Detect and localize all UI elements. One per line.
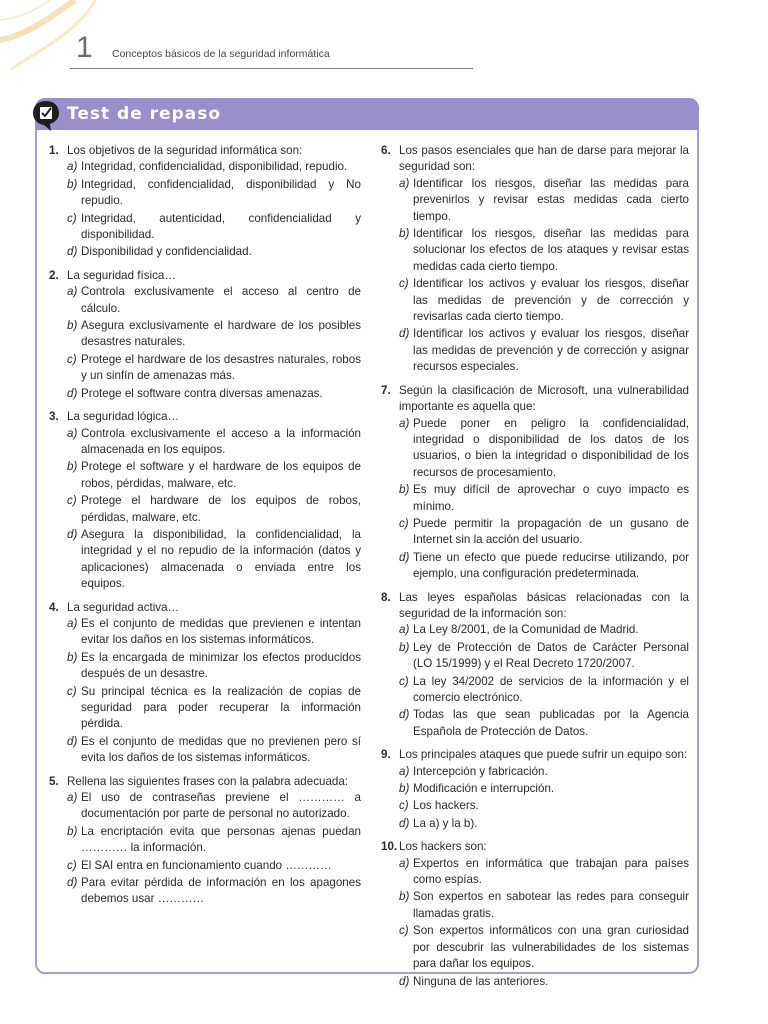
option-letter: a) (399, 856, 410, 870)
option-letter: c) (399, 924, 409, 938)
answer-option (49, 211, 361, 244)
question-statement: Rellena las siguientes frases con la palabra adecuada: (67, 774, 349, 788)
questions-right-column (381, 143, 689, 997)
question-number: 1. (49, 144, 59, 157)
option-text: El uso de contraseñas previene el ………… a documentación por parte de personal no autorizado. (81, 791, 361, 821)
option-letter: b) (399, 483, 410, 497)
question-text (381, 143, 689, 176)
option-letter: c) (399, 516, 409, 530)
option-letter: a) (399, 176, 410, 190)
option-text: Identificar los riesgos, diseñar las medidas para solucionar los efectos de los ataques y revisar estas medidas cada cierto tiempo. (413, 227, 689, 273)
answer-option (381, 276, 689, 325)
option-letter: a) (399, 764, 410, 778)
answer-option (381, 622, 689, 638)
option-letter: d) (399, 327, 410, 341)
option-text: Son expertos informáticos con una gran curiosidad por descubrir las vulnerabilidades de los sistemas para dañar los equipos. (413, 924, 689, 971)
answer-option (49, 734, 361, 767)
answer-option (49, 527, 361, 593)
question-8 (381, 590, 689, 741)
option-letter: c) (399, 674, 409, 688)
question-text (381, 590, 689, 623)
option-text: Ninguna de las anteriores. (413, 974, 549, 988)
question-text (381, 383, 689, 416)
option-text: Puede poner en peligro la confidencialidad, integridad o disponibilidad de los datos de los usuarios, o bien la integridad o disponibilidad de los recursos de procesamiento. (413, 416, 689, 479)
option-text: Tiene un efecto que puede reducirse utilizando, por ejemplo, una configuración predeterminada. (413, 550, 689, 581)
option-text: Identificar los activos y evaluar los riesgos, diseñar las medidas de prevención y de corrección y revisarlas cada cierto tiempo. (413, 277, 689, 324)
option-letter: c) (399, 277, 409, 291)
option-text: Expertos en informática que trabajan para países como espías. (413, 856, 689, 887)
answer-option (49, 493, 361, 526)
option-text: Protege el software y el hardware de los equipos de robos, pérdidas, malware, etc. (81, 460, 361, 490)
answer-option (381, 816, 689, 832)
question-5 (49, 774, 361, 908)
option-text: Es el conjunto de medidas que previenen e intentan evitar los daños en los sistemas informáticos. (81, 616, 361, 647)
option-letter: b) (67, 177, 78, 191)
option-letter: d) (399, 816, 410, 830)
option-letter: b) (399, 782, 410, 796)
option-letter: a) (399, 416, 410, 430)
answer-option (49, 684, 361, 733)
question-1 (49, 143, 361, 261)
option-text: Protege el hardware de los equipos de robos, pérdidas, malware, etc. (81, 494, 361, 524)
question-7 (381, 383, 689, 583)
option-text: Integridad, confidencialidad, disponibilidad y No repudio. (81, 177, 361, 208)
option-text: La encriptación evita que personas ajenas puedan ………… la información. (81, 824, 361, 855)
question-3 (49, 409, 361, 592)
option-letter: d) (67, 245, 78, 259)
answer-option (381, 889, 689, 922)
answer-option (381, 781, 689, 797)
option-text: Es el conjunto de medidas que no previenen pero sí evita los daños de los sistemas informáticos. (81, 734, 361, 765)
answer-option (381, 974, 689, 990)
checkmark-bubble-icon (31, 98, 61, 132)
answer-option (49, 875, 361, 908)
answer-option (381, 640, 689, 673)
option-letter: b) (67, 460, 78, 474)
option-letter: c) (67, 494, 77, 508)
option-letter: d) (67, 527, 78, 541)
option-letter: a) (67, 791, 78, 805)
answer-option (49, 284, 361, 317)
option-letter: c) (67, 352, 77, 366)
question-statement: Los hackers son: (399, 840, 487, 854)
option-text: Es la encargada de minimizar los efectos producidos después de un desastre. (81, 650, 361, 681)
option-letter: d) (67, 386, 78, 400)
question-number: 7. (381, 383, 391, 397)
chapter-header (70, 30, 473, 69)
option-text: Intercepción y fabricación. (413, 764, 548, 778)
question-statement: La seguridad lógica… (67, 410, 180, 424)
question-statement: La seguridad activa… (67, 600, 180, 614)
option-text: Su principal técnica es la realización de copias de seguridad para poder recuperar la información pérdida. (81, 684, 361, 731)
option-letter: b) (399, 640, 410, 654)
answer-option (49, 459, 361, 492)
option-letter: d) (67, 876, 78, 890)
question-number: 4. (49, 600, 59, 614)
option-letter: a) (399, 623, 410, 637)
answer-option (49, 616, 361, 649)
answer-option (381, 550, 689, 583)
answer-option (49, 858, 361, 874)
question-6 (381, 143, 689, 376)
answer-option (49, 790, 361, 823)
answer-option (381, 707, 689, 740)
option-text: Integridad, confidencialidad, disponibilidad, repudio. (81, 160, 348, 174)
option-letter: d) (399, 708, 410, 722)
option-letter: a) (67, 160, 78, 174)
question-number: 8. (381, 590, 391, 604)
answer-option (49, 824, 361, 857)
answer-option (381, 516, 689, 549)
answer-option (49, 650, 361, 683)
question-10 (381, 839, 689, 990)
option-text: La Ley 8/2001, de la Comunidad de Madrid. (413, 623, 639, 637)
question-text (49, 268, 361, 284)
question-text (49, 143, 361, 159)
option-text: El SAI entra en funcionamiento cuando ………… (81, 858, 332, 872)
option-letter: a) (67, 616, 78, 630)
answer-option (49, 386, 361, 402)
option-letter: a) (67, 426, 78, 440)
option-letter: d) (399, 550, 410, 564)
question-9 (381, 747, 689, 832)
option-text: Identificar los activos y evaluar los riesgos, diseñar las medidas de prevención y de corrección y asignar recursos especiales. (413, 327, 689, 374)
option-text: Son expertos en sabotear las redes para conseguir llamadas gratis. (413, 890, 689, 920)
option-text: La ley 34/2002 de servicios de la información y el comercio electrónico. (413, 674, 689, 704)
option-letter: b) (67, 824, 78, 838)
option-letter: c) (399, 799, 409, 813)
answer-option (381, 674, 689, 707)
option-letter: c) (67, 684, 77, 698)
question-text (49, 774, 361, 790)
question-text (381, 747, 689, 763)
option-text: Disponibilidad y confidencialidad. (81, 245, 252, 259)
panel-header (35, 98, 699, 130)
option-text: Protege el software contra diversas amenazas. (81, 386, 323, 400)
chapter-title: Conceptos básicos de la seguridad informática (112, 48, 330, 60)
option-text: Asegura la disponibilidad, la confidencialidad, la integridad y el no repudio de la información (datos y aplicaciones) almacenada o enviada entre los equipos. (81, 527, 361, 591)
question-number: 2. (49, 268, 59, 282)
answer-option (381, 923, 689, 972)
option-text: Para evitar pérdida de información en los apagones debemos usar ………… (81, 876, 361, 906)
option-text: Controla exclusivamente el acceso al centro de cálculo. (81, 285, 361, 315)
question-statement: La seguridad física… (67, 268, 176, 282)
question-text (49, 600, 361, 616)
question-statement: Los objetivos de la seguridad informática son: (67, 144, 303, 157)
answer-option (49, 244, 361, 260)
question-statement: Los principales ataques que puede sufrir un equipo son: (399, 748, 688, 762)
answer-option (49, 159, 361, 175)
question-number: 3. (49, 410, 59, 424)
question-2 (49, 268, 361, 402)
question-statement: Según la clasificación de Microsoft, una vulnerabilidad importante es aquella que: (399, 383, 689, 414)
option-text: Modificación e interrupción. (413, 782, 555, 796)
question-text (49, 409, 361, 425)
option-text: Integridad, autenticidad, confidencialidad y disponibilidad. (81, 211, 361, 242)
answer-option (381, 226, 689, 275)
answer-option (381, 764, 689, 780)
panel-title: Test de repaso (67, 104, 222, 124)
question-statement: Los pasos esenciales que han de darse para mejorar la seguridad son: (399, 144, 689, 174)
option-text: Identificar los riesgos, diseñar las medidas para prevenirlos y revisar estas medidas cada cierto tiempo. (413, 176, 689, 223)
question-statement: Las leyes españolas básicas relacionadas con la seguridad de la información son: (399, 590, 689, 620)
question-text (381, 839, 689, 855)
answer-option (381, 482, 689, 515)
questions-left-column (49, 143, 361, 915)
option-letter: b) (399, 227, 410, 241)
option-letter: c) (67, 858, 77, 872)
option-letter: b) (67, 319, 78, 333)
question-number: 9. (381, 748, 391, 762)
answer-option (381, 416, 689, 482)
option-letter: d) (67, 734, 78, 748)
option-text: La a) y la b). (413, 816, 478, 830)
option-letter: d) (399, 974, 410, 988)
answer-option (49, 426, 361, 459)
option-text: Puede permitir la propagación de un gusano de Internet sin la acción del usuario. (413, 516, 689, 547)
answer-option (49, 352, 361, 385)
option-letter: c) (67, 211, 77, 225)
answer-option (381, 326, 689, 375)
option-letter: b) (399, 890, 410, 904)
option-text: Todas las que sean publicadas por la Agencia Española de Protección de Datos. (413, 708, 689, 738)
option-text: Ley de Protección de Datos de Carácter Personal (LO 15/1999) y el Real Decreto 1720/2007. (413, 640, 689, 671)
option-text: Controla exclusivamente el acceso a la información almacenada en los equipos. (81, 426, 361, 456)
answer-option (49, 177, 361, 210)
question-number: 6. (381, 144, 391, 157)
answer-option (381, 856, 689, 889)
answer-option (49, 318, 361, 351)
option-text: Asegura exclusivamente el hardware de los posibles desastres naturales. (81, 319, 361, 349)
option-letter: a) (67, 285, 78, 299)
question-number: 10. (381, 840, 398, 854)
option-letter: b) (67, 650, 78, 664)
option-text: Es muy difícil de aprovechar o cuyo impacto es mínimo. (413, 483, 689, 513)
answer-option (381, 176, 689, 225)
option-text: Los hackers. (413, 799, 479, 813)
test-panel (35, 98, 699, 988)
option-text: Protege el hardware de los desastres naturales, robos y un sinfín de amenazas más. (81, 352, 361, 383)
question-number: 5. (49, 774, 59, 788)
answer-option (381, 798, 689, 814)
question-4 (49, 600, 361, 767)
chapter-number: 1 (76, 31, 93, 64)
